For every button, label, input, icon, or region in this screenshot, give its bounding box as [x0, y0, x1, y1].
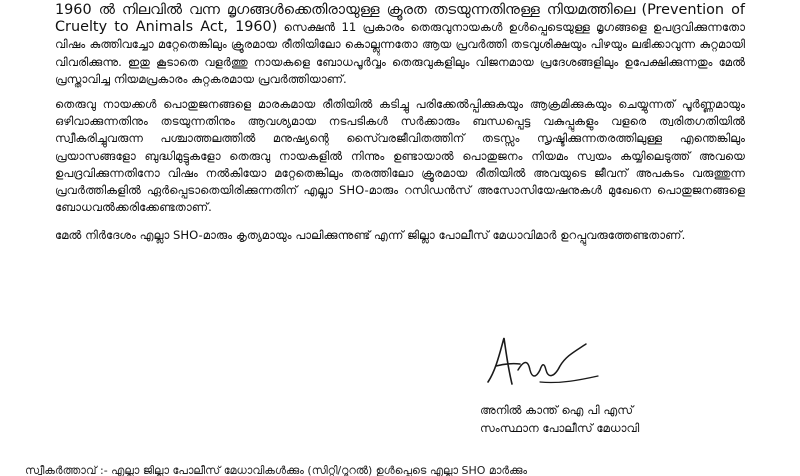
copy-to-line: സ്വീകർത്താവ് :- എല്ലാ ജില്ലാ പോലീസ് മേധാവികൾക്കും (സിറ്റി/റൂറൽ) ഉൾപ്പെടെ എല്ലാ SHO മാർക്കും [25, 464, 528, 476]
paragraph-2: തെരുവു നായക്കൾ പൊതുജനങ്ങളെ മാരകമായ രീതിയിൽ കടിച്ചു പരിക്കേൽപ്പിക്കുകയും ആക്രമിക്കുകയും ചെയ്യുന്നത് പൂർണ്ണമായും ഒഴിവാക്കുന്നതിനും തടയുന്നതിനും ആവശ്യമായ നടപടികൾ സർക്കാരും ബന്ധപ്പെട്ട വകുപ്പുകളും വളരെ ത്വരിതഗതിയിൽ സ്വീകരിച്ചുവരുന്ന പശ്ചാത്തലത്തിൽ മനുഷ്യന്റെ സൈ്വരജീവിതത്തിന് തടസ്സം സൃഷ്ടിക്കുന്നതരത്തിലുള്ള എന്തെങ്കിലും പ്രയാസങ്ങളോ ബുദ്ധിമുട്ടുകളോ തെരുവു നായകളിൽ നിന്നും ഉണ്ടായാൽ പൊതുജനം നിയമം സ്വയം കയ്യിലെടുത്ത് അവയെ ഉപദ്രവിക്കുന്നതിനോ വിഷം നൽകിയോ മറ്റേതെങ്കിലും തരത്തിലോ ക്രൂരമായ രീതിയിൽ അവയുടെ ജീവന് അപകടം വരുത്തുന്ന പ്രവർത്തികളിൽ ഏർപ്പെടാതെയിരിക്കുന്നതിന് എല്ലാ SHO-മാരും റസിഡൻസ് അസോസിയേഷനുകൾ മുഖേനെ പൊതുജനങ്ങളെ ബോധവൽക്കരിക്കേണ്ടതാണ്. [55, 97, 746, 215]
section-reference: സെക്ഷൻ 11 [283, 20, 357, 35]
act-name: (Prevention of Cruelty to Animals Act, 1960) [55, 2, 745, 36]
paragraph-1-body: പ്രകാരം തെരുവുനായകൾ ഉൾപ്പെടെയുള്ള മൃഗങ്ങളെ ഉപദ്രവിക്കുന്നതോ വിഷം കുത്തിവച്ചോ മറ്റേതെങ്കിലും ക്രൂരമായ രീതിയിലോ കൊല്ലുന്നതോ ആയ പ്രവർത്തി തടവുശിക്ഷയും പിഴയും ലഭിക്കാവുന്ന കുറ്റമായി വിവരിക്കുന്നു. ഇതു കൂടാതെ വളർത്തു നായകളെ ബോധപൂർവ്വം തെരുവുകളിലും വിജനമായ പ്രദേശങ്ങളിലും ഉപേക്ഷിക്കുന്നതും മേൽ പ്രസ്താവിച്ച നിയമപ്രകാരം കുറ്റകരമായ പ്രവർത്തിയാണ്. [55, 20, 746, 86]
paragraph-1 [55, 2, 745, 88]
signatory-name: അനിൽ കാന്ത് ഐ പി എസ് [480, 403, 634, 417]
paragraph-3: മേൽ നിർദേശം എല്ലാ SHO-മാരും കൃത്യമായും പാലിക്കുന്നുണ്ട് എന്ന് ജില്ലാ പോലീസ് മേധാവിമാർ ഉറപ്പുവരുത്തേണ്ടതാണ്. [55, 228, 686, 242]
paragraph-1-lead: 1960 ൽ നിലവിൽ വന്ന മൃഗങ്ങൾക്കെതിരായുള്ള ക്രൂരത തടയുന്നതിനുള്ള നിയമത്തിലെ [55, 2, 636, 18]
handwritten-signature [470, 330, 610, 392]
signatory-title: സംസ്ഥാന പോലീസ് മേധാവി [480, 421, 640, 435]
